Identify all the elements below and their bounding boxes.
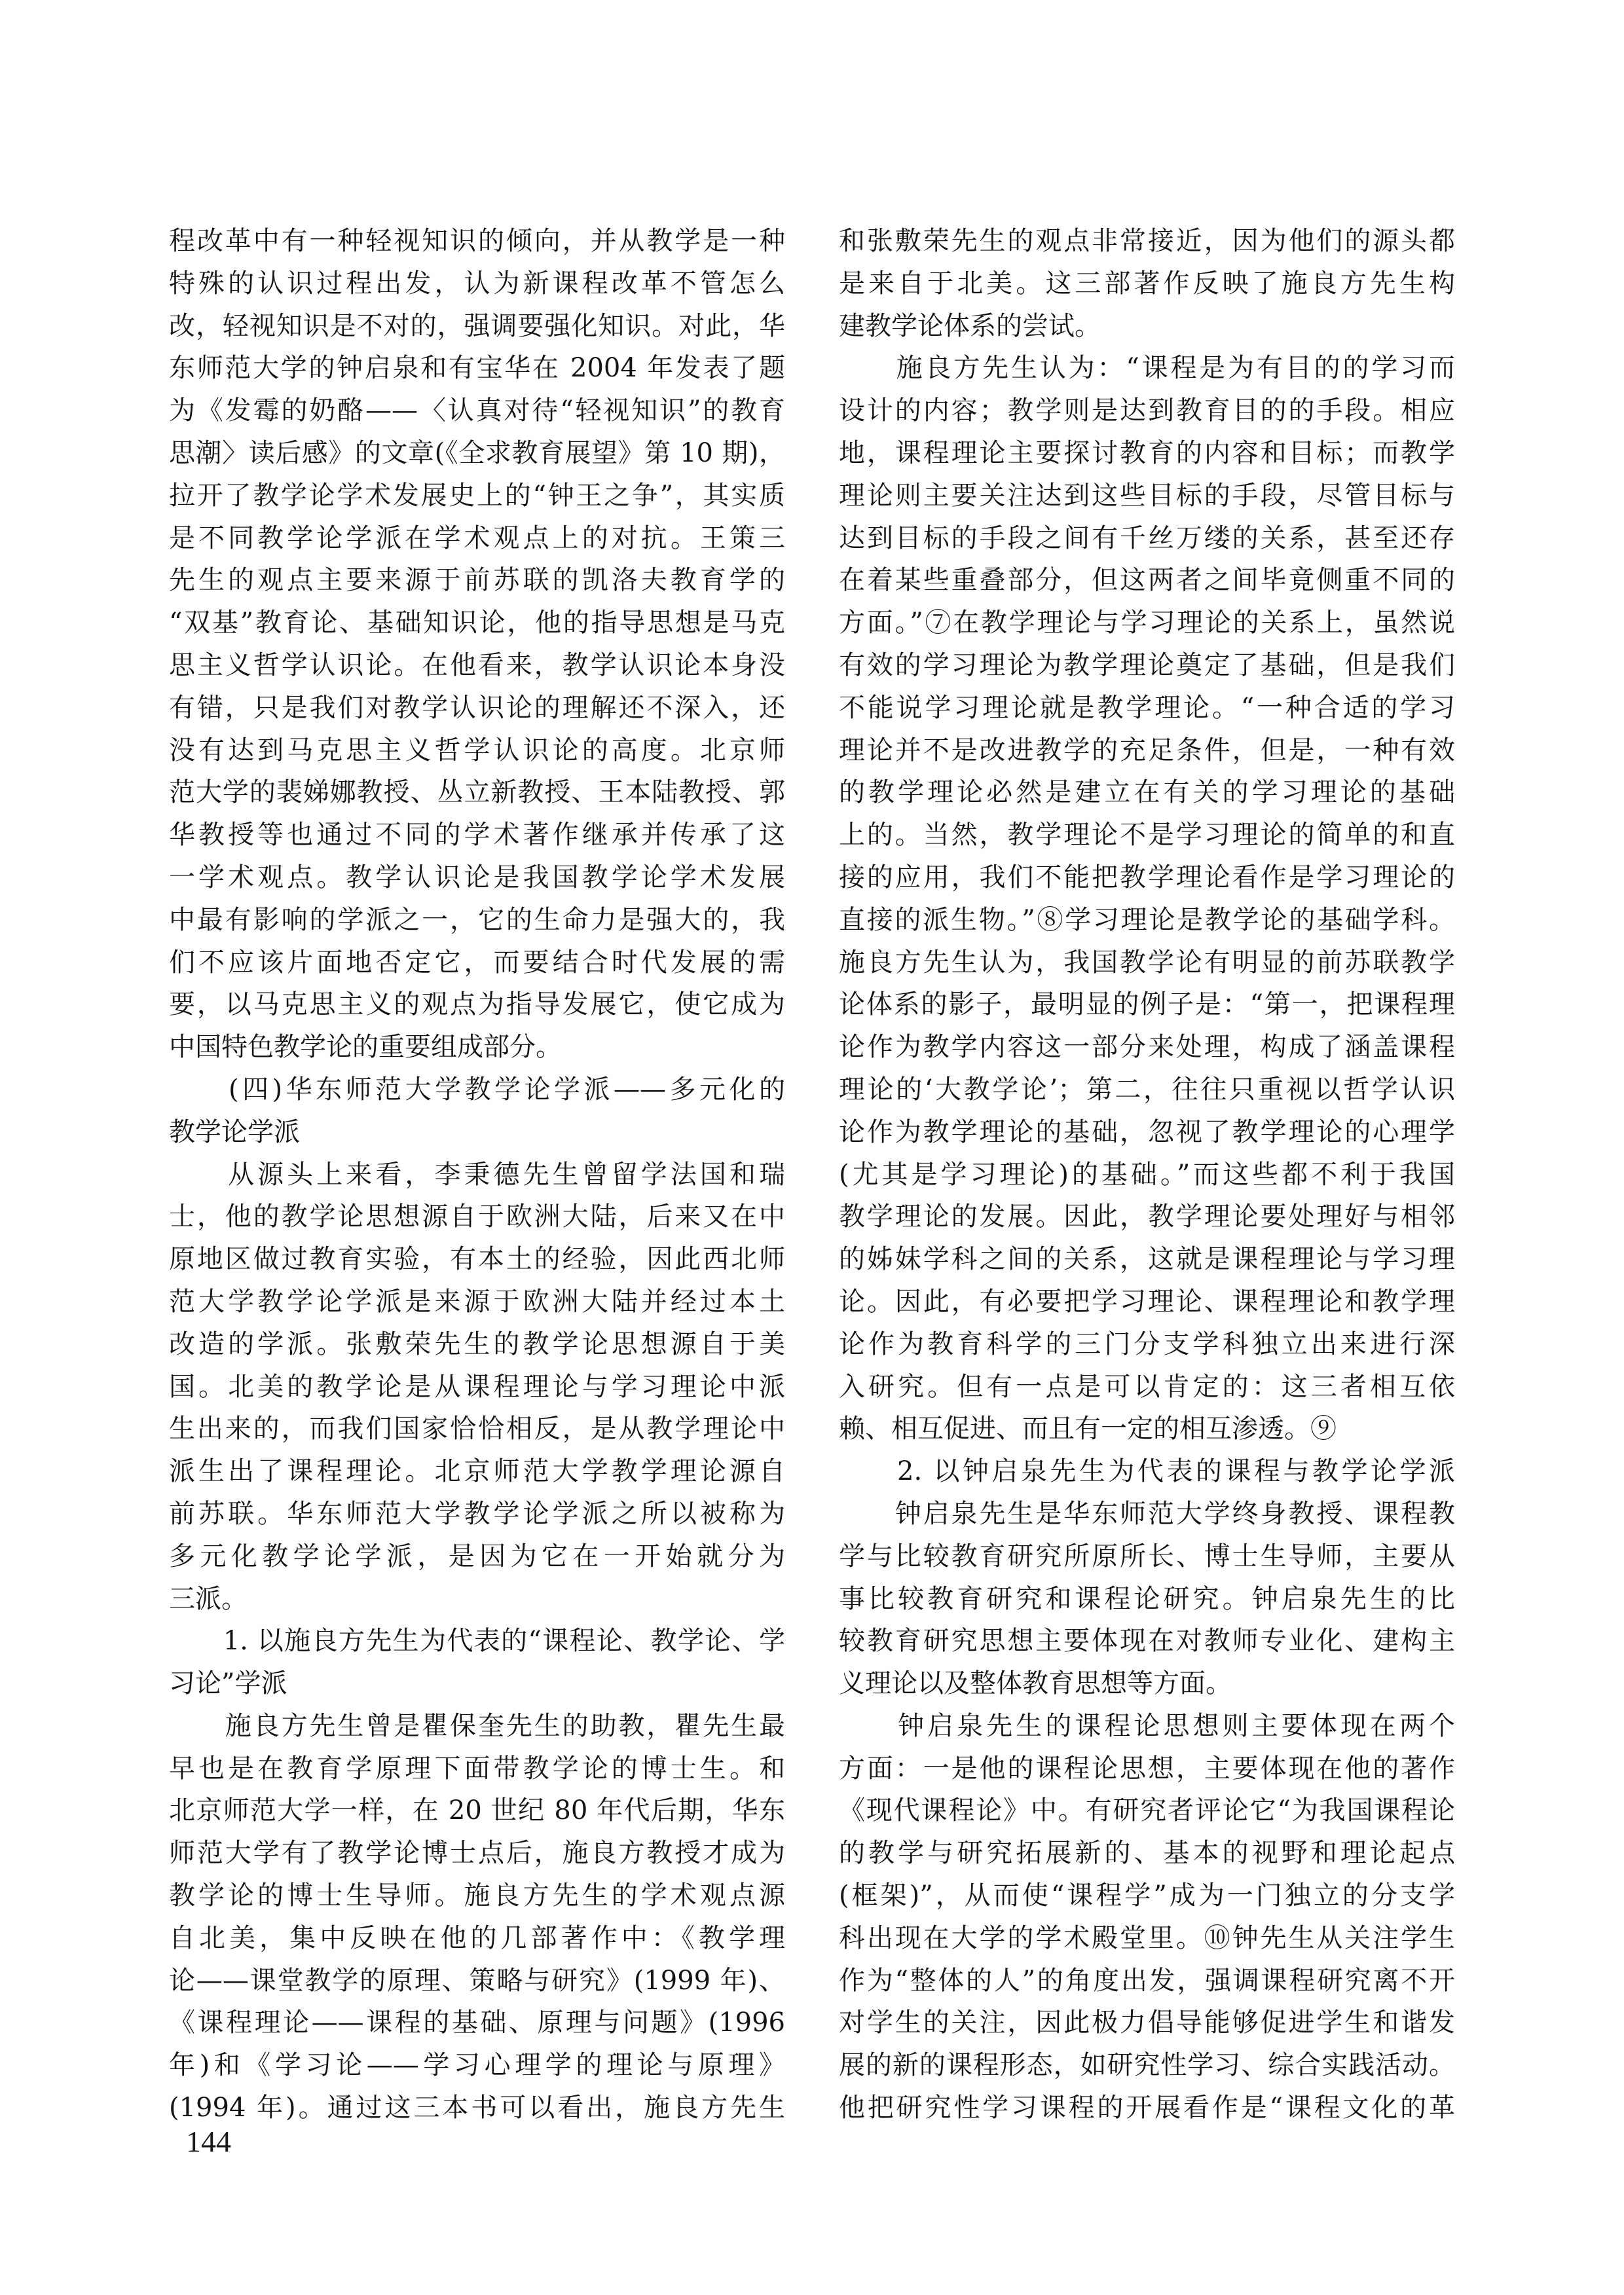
text-line: 有效的学习理论为教学理论奠定了基础，但是我们: [839, 650, 1455, 680]
text-line: 方面：一是他的课程论思想，主要体现在他的著作: [839, 1753, 1455, 1784]
text-line: 在着某些重叠部分，但这两者之间毕竟侧重不同的: [839, 565, 1455, 596]
text-line: 中国特色教学论的重要组成部分。: [169, 1032, 562, 1063]
text-line: 不能说学习理论就是教学理论。“一种合适的学习: [839, 692, 1455, 723]
text-line: 北京师范大学一样，在 20 世纪 80 年代后期，华东: [169, 1795, 785, 1826]
text-column-left: [169, 220, 785, 2129]
text-line: 钟启泉先生是华东师范大学终身教授、课程教: [839, 1498, 1455, 1529]
text-line: 士，他的教学论思想源自于欧洲大陆，后来又在中: [169, 1202, 785, 1232]
text-line: 为《发霉的奶酪——〈认真对待“轻视知识”的教育: [169, 395, 785, 426]
text-line: 中最有影响的学派之一，它的生命力是强大的，我: [169, 904, 785, 935]
text-line: 特殊的认识过程出发，认为新课程改革不管怎么: [169, 268, 785, 299]
text-line: 和张敷荣先生的观点非常接近，因为他们的源头都: [839, 226, 1455, 256]
text-line: 拉开了教学论学术发展史上的“钟王之争”，其实质: [169, 480, 785, 511]
text-line: 前苏联。华东师范大学教学论学派之所以被称为: [169, 1498, 785, 1529]
text-line: 一学术观点。教学认识论是我国教学论学术发展: [169, 862, 785, 892]
page-number: 144: [186, 2125, 231, 2158]
text-line: 《现代课程论》中。有研究者评论它“为我国课程论: [839, 1795, 1455, 1826]
text-line: 教学论学派: [169, 1116, 300, 1147]
text-line: 改，轻视知识是不对的，强调要强化知识。对此，华: [169, 310, 785, 341]
text-line: 作为“整体的人”的角度出发，强调课程研究离不开: [839, 1965, 1455, 1996]
text-line: 生出来的，而我们国家恰恰相反，是从教学理论中: [169, 1414, 785, 1444]
text-line: 教学论的博士生导师。施良方先生的学术观点源: [169, 1881, 785, 1911]
text-line: 没有达到马克思主义哲学认识论的高度。北京师: [169, 735, 785, 765]
text-line: 先生的观点主要来源于前苏联的凯洛夫教育学的: [169, 565, 785, 596]
text-line: 较教育研究思想主要体现在对教师专业化、建构主: [839, 1626, 1455, 1657]
text-line: 施良方先生认为：“课程是为有目的的学习而: [839, 353, 1455, 384]
text-line: (框架)”，从而使“课程学”成为一门独立的分支学: [839, 1881, 1455, 1911]
text-line: 们不应该片面地否定它，而要结合时代发展的需: [169, 947, 785, 978]
text-line: 论体系的影子，最明显的例子是：“第一，把课程理: [839, 989, 1455, 1020]
text-line: 施良方先生认为，我国教学论有明显的前苏联教学: [839, 947, 1455, 978]
text-line: 教学理论的发展。因此，教学理论要处理好与相邻: [839, 1202, 1455, 1232]
text-line: (1994 年)。通过这三本书可以看出，施良方先生: [169, 2093, 785, 2123]
text-line: 理论的‘大教学论’；第二，往往只重视以哲学认识: [839, 1074, 1455, 1105]
text-line: 年)和《学习论——学习心理学的理论与原理》: [169, 2050, 785, 2081]
text-line: 达到目标的手段之间有千丝万缕的关系，甚至还存: [839, 523, 1455, 553]
text-line: 学与比较教育研究所原所长、博士生导师，主要从: [839, 1541, 1455, 1571]
text-line: 有错，只是我们对教学认识论的理解还不深入，还: [169, 692, 785, 723]
text-line: 自北美，集中反映在他的几部著作中：《教学理: [169, 1922, 785, 1953]
text-line: 论作为教学内容这一部分来处理，构成了涵盖课程: [839, 1032, 1455, 1063]
text-line: 理论并不是改进教学的充足条件，但是，一种有效: [839, 735, 1455, 765]
text-line: 原地区做过教育实验，有本土的经验，因此西北师: [169, 1244, 785, 1275]
text-line: 是不同教学论学派在学术观点上的对抗。王策三: [169, 523, 785, 553]
text-line: 派生出了课程理论。北京师范大学教学理论源自: [169, 1456, 785, 1487]
text-line: 论作为教育科学的三门分支学科独立出来进行深: [839, 1329, 1455, 1359]
text-line: 他把研究性学习课程的开展看作是“课程文化的革: [839, 2093, 1455, 2123]
text-line: “双基”教育论、基础知识论，他的指导思想是马克: [169, 608, 785, 638]
text-line: 东师范大学的钟启泉和有宝华在 2004 年发表了题: [169, 353, 785, 384]
text-line: 国。北美的教学论是从课程理论与学习理论中派: [169, 1371, 785, 1402]
text-line: (四)华东师范大学教学论学派——多元化的: [169, 1074, 785, 1105]
text-line: 是来自于北美。这三部著作反映了施良方先生构: [839, 268, 1455, 299]
text-line: 从源头上来看，李秉德先生曾留学法国和瑞: [169, 1159, 785, 1190]
text-line: 师范大学有了教学论博士点后，施良方教授才成为: [169, 1838, 785, 1869]
text-line: 义理论以及整体教育思想等方面。: [839, 1668, 1232, 1699]
text-line: 多元化教学论学派，是因为它在一开始就分为: [169, 1541, 785, 1571]
text-column-right: [839, 220, 1455, 2129]
text-line: 程改革中有一种轻视知识的倾向，并从教学是一种: [169, 226, 785, 256]
text-line: 钟启泉先生的课程论思想则主要体现在两个: [839, 1710, 1455, 1741]
text-line: 思潮〉读后感》的文章(《全求教育展望》第 10 期)，: [169, 437, 785, 468]
text-line: 论作为教学理论的基础，忽视了教学理论的心理学: [839, 1116, 1455, 1147]
text-line: 范大学教学论学派是来源于欧洲大陆并经过本土: [169, 1286, 785, 1317]
text-line: 直接的派生物。”⑧学习理论是教学论的基础学科。: [839, 904, 1455, 935]
text-line: 的教学理论必然是建立在有关的学习理论的基础: [839, 777, 1455, 808]
text-line: 习论”学派: [169, 1668, 287, 1699]
text-line: 《课程理论——课程的基础、原理与问题》(1996: [169, 2008, 785, 2038]
text-line: 思主义哲学认识论。在他看来，教学认识论本身没: [169, 650, 785, 680]
text-line: 三派。: [169, 1583, 248, 1614]
text-line: 2. 以钟启泉先生为代表的课程与教学论学派: [839, 1456, 1455, 1487]
text-line: 设计的内容；教学则是达到教育目的的手段。相应: [839, 395, 1455, 426]
text-line: 科出现在大学的学术殿堂里。⑩钟先生从关注学生: [839, 1922, 1455, 1953]
text-line: 建教学论体系的尝试。: [839, 310, 1101, 341]
text-line: (尤其是学习理论)的基础。”而这些都不利于我国: [839, 1159, 1455, 1190]
text-line: 要，以马克思主义的观点为指导发展它，使它成为: [169, 989, 785, 1020]
text-line: 理论则主要关注达到这些目标的手段，尽管目标与: [839, 480, 1455, 511]
text-line: 对学生的关注，因此极力倡导能够促进学生和谐发: [839, 2008, 1455, 2038]
text-line: 1. 以施良方先生为代表的“课程论、教学论、学: [169, 1626, 785, 1657]
text-line: 接的应用，我们不能把教学理论看作是学习理论的: [839, 862, 1455, 892]
text-line: 展的新的课程形态，如研究性学习、综合实践活动。: [839, 2050, 1455, 2081]
text-line: 华教授等也通过不同的学术著作继承并传承了这: [169, 820, 785, 851]
text-line: 赖、相互促进、而且有一定的相互渗透。⑨: [839, 1414, 1337, 1444]
text-line: 入研究。但有一点是可以肯定的：这三者相互依: [839, 1371, 1455, 1402]
text-line: 的教学与研究拓展新的、基本的视野和理论起点: [839, 1838, 1455, 1869]
text-line: 早也是在教育学原理下面带教学论的博士生。和: [169, 1753, 785, 1784]
text-line: 论——课堂教学的原理、策略与研究》(1999 年)、: [169, 1965, 785, 1996]
text-line: 施良方先生曾是瞿保奎先生的助教，瞿先生最: [169, 1710, 785, 1741]
text-line: 范大学的裴娣娜教授、丛立新教授、王本陆教授、郭: [169, 777, 785, 808]
text-line: 地，课程理论主要探讨教育的内容和目标；而教学: [839, 437, 1455, 468]
text-line: 的姊妹学科之间的关系，这就是课程理论与学习理: [839, 1244, 1455, 1275]
text-line: 改造的学派。张敷荣先生的教学论思想源自于美: [169, 1329, 785, 1359]
text-line: 方面。”⑦在教学理论与学习理论的关系上，虽然说: [839, 608, 1455, 638]
text-line: 事比较教育研究和课程论研究。钟启泉先生的比: [839, 1583, 1455, 1614]
text-line: 上的。当然，教学理论不是学习理论的简单的和直: [839, 820, 1455, 851]
text-line: 论。因此，有必要把学习理论、课程理论和教学理: [839, 1286, 1455, 1317]
